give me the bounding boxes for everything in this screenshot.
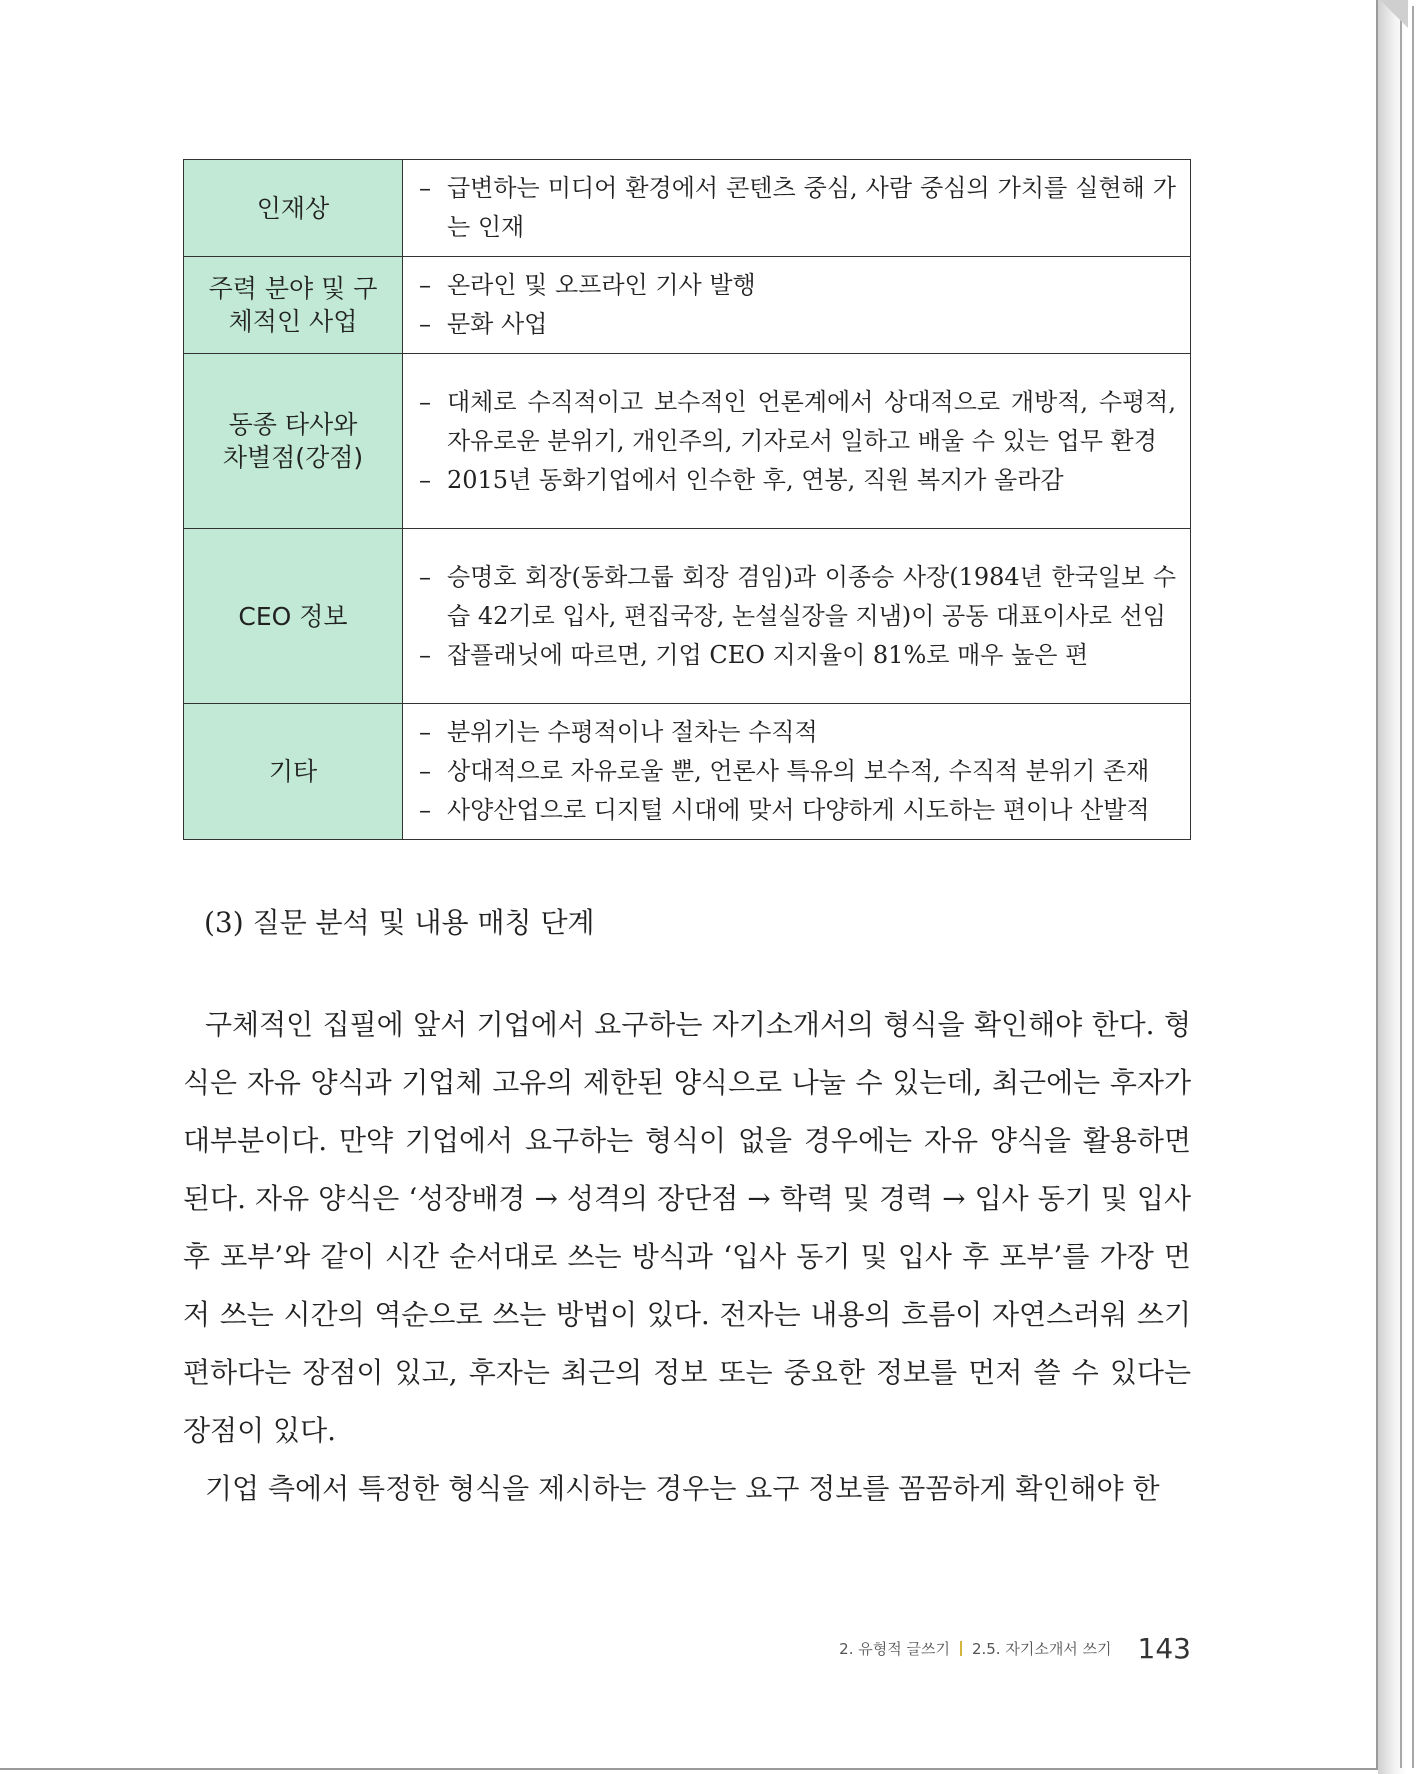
list-item-text: 승명호 회장(동화그룹 회장 겸임)과 이종승 사장(1984년 한국일보 수습 42기로 입사, 편집국장, 논설실장을 지냄)이 공동 대표이사로 선임	[447, 562, 1176, 630]
body-text	[183, 996, 1191, 1518]
list-item-text: 대체로 수직적이고 보수적인 언론계에서 상대적으로 개방적, 수평적, 자유로운 분위기, 개인주의, 기자로서 일하고 배울 수 있는 업무 환경	[447, 387, 1176, 455]
bullet-dash: –	[419, 718, 431, 746]
row-label	[184, 257, 403, 354]
list-item-text: 문화 사업	[447, 310, 548, 338]
table-row	[184, 354, 1191, 529]
footer-separator	[960, 1641, 962, 1656]
list-item	[419, 169, 1176, 247]
list-item	[419, 791, 1176, 830]
list-item-text: 온라인 및 오프라인 기사 발행	[447, 271, 756, 299]
list-item-text: 2015년 동화기업에서 인수한 후, 연봉, 직원 복지가 올라감	[447, 465, 1064, 494]
list-item	[419, 461, 1176, 500]
list-item	[419, 752, 1176, 791]
page-edge-line	[1400, 6, 1402, 1768]
footer-chapter: 2. 유형적 글쓰기	[839, 1640, 950, 1658]
bullet-dash: –	[419, 310, 431, 338]
list-item-text: 분위기는 수평적이나 절차는 수직적	[447, 718, 818, 746]
list-item-text: 상대적으로 자유로울 뿐, 언론사 특유의 보수적, 수직적 분위기 존재	[447, 757, 1150, 785]
table-row	[184, 160, 1191, 257]
table-row	[184, 257, 1191, 354]
company-info-table	[183, 159, 1191, 840]
row-content	[403, 354, 1191, 529]
bullet-dash: –	[419, 757, 431, 785]
list-item-text: 잡플래닛에 따르면, 기업 CEO 지지율이 81%로 매우 높은 편	[447, 640, 1089, 669]
row-content	[403, 160, 1191, 257]
bullet-dash: –	[419, 387, 431, 416]
list-item	[419, 305, 1176, 344]
row-label: 기타	[184, 704, 403, 840]
page-fold-corner	[1380, 0, 1408, 28]
row-label-text: 주력 분야 및 구체적인 사업	[208, 274, 378, 336]
bullet-dash: –	[419, 271, 431, 299]
footer-section: 2.5. 자기소개서 쓰기	[971, 1640, 1112, 1658]
bullet-dash: –	[419, 640, 431, 669]
bullet-dash: –	[419, 562, 431, 591]
page-footer	[839, 1632, 1191, 1665]
table-row	[184, 704, 1191, 840]
row-content	[403, 257, 1191, 354]
row-label: 인재상	[184, 160, 403, 257]
row-content	[403, 704, 1191, 840]
paragraph: 구체적인 집필에 앞서 기업에서 요구하는 자기소개서의 형식을 확인해야 한다. 형식은 자유 양식과 기업체 고유의 제한된 양식으로 나눌 수 있는데, 최근에는 후자가 대부분이다. 만약 기업에서 요구하는 형식이 없을 경우에는 자유 양식을 활용하면 된다. 자유 양식은 ‘성장배경 → 성격의 장단점 → 학력 및 경력 → 입사 동기 및 입사 후 포부’와 같이 시간 순서대로 쓰는 방식과 ‘입사 동기 및 입사 후 포부’를 가장 먼저 쓰는 시간의 역순으로 쓰는 방법이 있다. 전자는 내용의 흐름이 자연스러워 쓰기 편하다는 장점이 있고, 후자는 최근의 정보 또는 중요한 정보를 먼저 쓸 수 있다는 장점이 있다.	[183, 1008, 1191, 1447]
bullet-dash: –	[419, 465, 431, 494]
list-item	[419, 383, 1176, 461]
list-item-text: 사양산업으로 디지털 시대에 맞서 다양하게 시도하는 편이나 산발적	[447, 796, 1150, 824]
page-number: 143	[1137, 1632, 1191, 1665]
page-edge-decoration	[1378, 0, 1426, 1774]
page-edge-line	[1412, 6, 1414, 1768]
list-item	[419, 558, 1176, 636]
row-label: CEO 정보	[184, 529, 403, 704]
list-item	[419, 636, 1176, 675]
bullet-dash: –	[419, 174, 431, 202]
bullet-dash: –	[419, 796, 431, 824]
list-item	[419, 266, 1176, 305]
paragraph: 기업 측에서 특정한 형식을 제시하는 경우는 요구 정보를 꼼꼼하게 확인해야 한	[205, 1472, 1160, 1505]
table-row	[184, 529, 1191, 704]
list-item	[419, 713, 1176, 752]
row-label-text: 동종 타사와 차별점(강점)	[222, 410, 364, 472]
row-label	[184, 354, 403, 529]
row-content	[403, 529, 1191, 704]
section-title: (3) 질문 분석 및 내용 매칭 단계	[204, 906, 595, 939]
list-item-text: 급변하는 미디어 환경에서 콘텐츠 중심, 사람 중심의 가치를 실현해 가는 인재	[447, 174, 1176, 241]
